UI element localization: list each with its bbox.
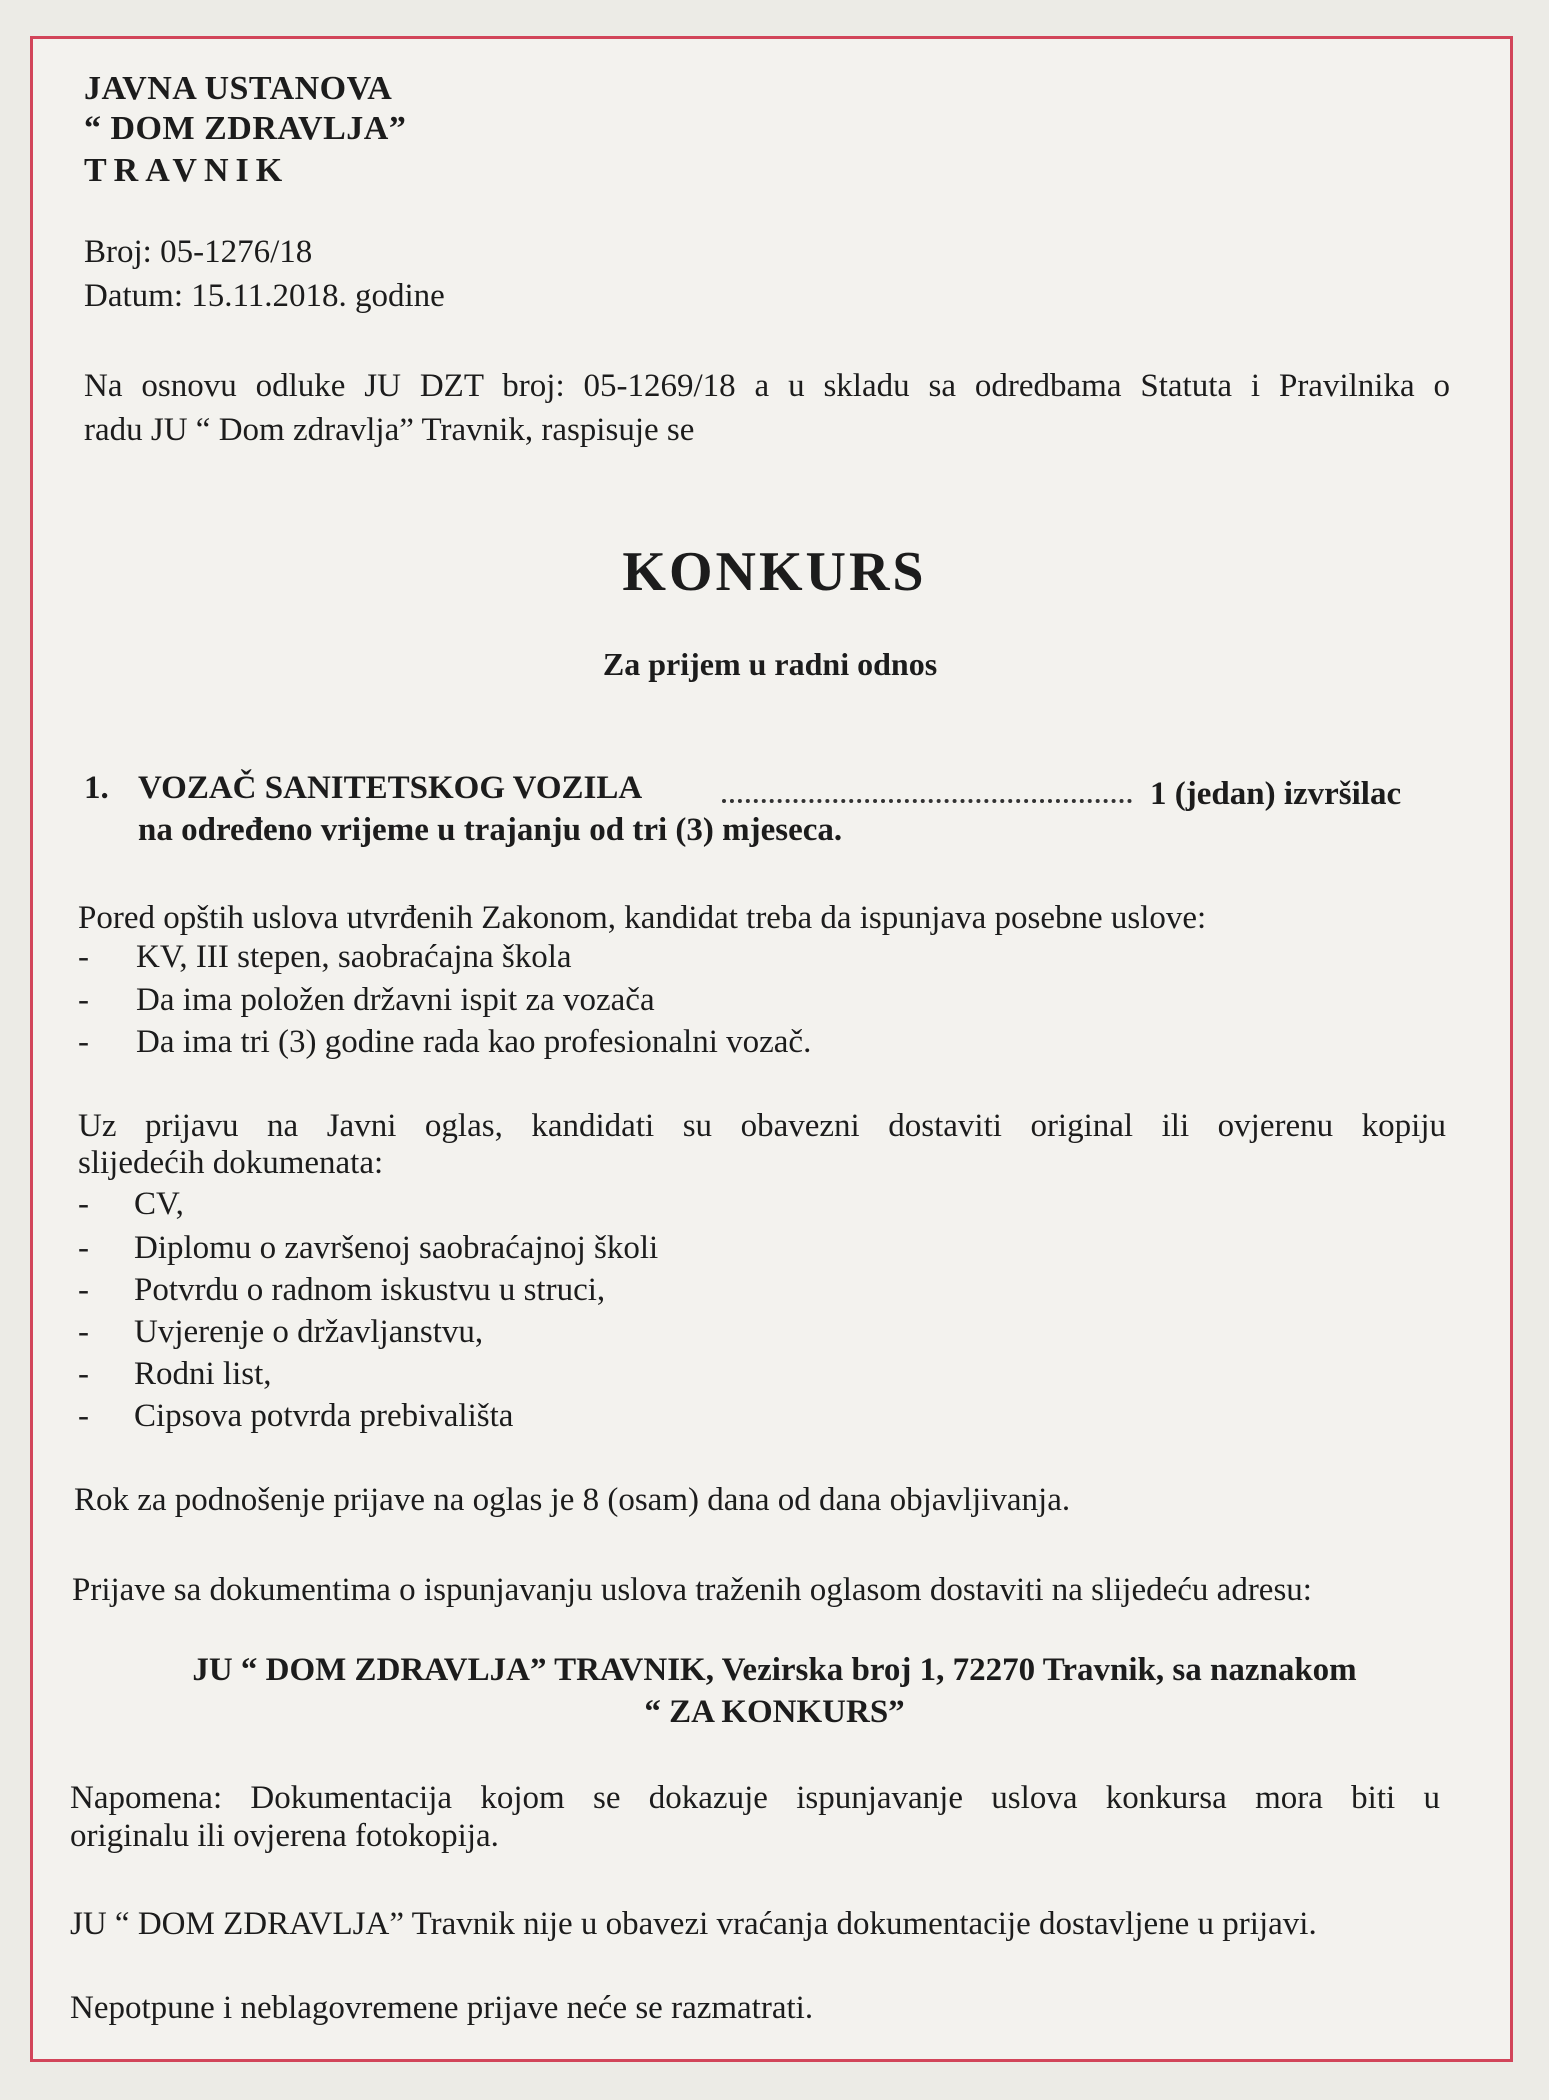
bullet-dash: -	[78, 1356, 89, 1392]
dotted-leader	[722, 799, 1132, 803]
position-duration: na određeno vrijeme u trajanju od tri (3) mjeseca.	[138, 812, 843, 848]
institution-subname: “ DOM ZDRAVLJA”	[84, 110, 407, 147]
documents-intro-line-2: slijedećih dokumenata:	[78, 1145, 384, 1181]
note-line-1: Napomena: Dokumentacija kojom se dokazuje ispunjavanje uslova konkursa mora biti u	[70, 1780, 1440, 1816]
document-date: Datum: 15.11.2018. godine	[84, 278, 445, 314]
document-item: CV,	[134, 1186, 184, 1222]
documents-intro-line-1: Uz prijavu na Javni oglas, kandidati su obavezni dostaviti original ili ovjerenu kopiju	[78, 1108, 1446, 1144]
page-subtitle: Za prijem u radni odnos	[602, 646, 938, 682]
bullet-dash: -	[78, 1398, 89, 1434]
institution-city: TRAVNIK	[84, 152, 290, 189]
address-intro: Prijave sa dokumentima o ispunjavanju uslova traženih oglasom dostaviti na slijedeću adresu:	[72, 1572, 1312, 1608]
document-item: Diplomu o završenoj saobraćajnoj školi	[134, 1230, 659, 1266]
requirements-intro: Pored opštih uslova utvrđenih Zakonom, kandidat treba da ispunjava posebne uslove:	[78, 900, 1207, 936]
bullet-dash: -	[78, 1314, 89, 1350]
incomplete-applications-notice: Nepotpune i neblagovremene prijave neće se razmatrati.	[70, 1990, 814, 2026]
document-item: Cipsova potvrda prebivališta	[134, 1398, 514, 1434]
bullet-dash: -	[78, 1230, 89, 1266]
address-line-1: JU “ DOM ZDRAVLJA” TRAVNIK, Vezirska broj 1, 72270 Travnik, sa naznakom	[192, 1652, 1357, 1688]
position-count: 1 (jedan) izvršilac	[1150, 776, 1402, 812]
requirement-item: KV, III stepen, saobraćajna škola	[136, 939, 572, 975]
position-number: 1.	[84, 770, 109, 806]
position-name: VOZAČ SANITETSKOG VOZILA	[138, 770, 643, 806]
deadline-text: Rok za podnošenje prijave na oglas je 8 (osam) dana od dana objavljivanja.	[74, 1482, 1071, 1518]
address-line-2: “ ZA KONKURS”	[644, 1694, 905, 1730]
document-item: Potvrdu o radnom iskustvu u struci,	[134, 1272, 606, 1308]
intro-line-2: radu JU “ Dom zdravlja” Travnik, raspisuje se	[84, 412, 695, 448]
intro-line-1: Na osnovu odluke JU DZT broj: 05-1269/18 a u skladu sa odredbama Statuta i Pravilnika o	[84, 368, 1450, 404]
requirement-item: Da ima tri (3) godine rada kao profesionalni vozač.	[136, 1024, 812, 1060]
bullet-dash: -	[78, 1186, 89, 1222]
institution-name: JAVNA USTANOVA	[84, 70, 393, 107]
no-return-notice: JU “ DOM ZDRAVLJA” Travnik nije u obavezi vraćanja dokumentacije dostavljene u prijavi.	[70, 1906, 1317, 1942]
note-line-2: originalu ili ovjerena fotokopija.	[70, 1818, 499, 1854]
document-item: Uvjerenje o državljanstvu,	[134, 1314, 484, 1350]
bullet-dash: -	[78, 1024, 89, 1060]
requirement-item: Da ima položen državni ispit za vozača	[136, 982, 655, 1018]
bullet-dash: -	[78, 939, 89, 975]
page-title: KONKURS	[622, 541, 927, 603]
bullet-dash: -	[78, 982, 89, 1018]
document-item: Rodni list,	[134, 1356, 272, 1392]
bullet-dash: -	[78, 1272, 89, 1308]
document-number: Broj: 05-1276/18	[84, 234, 313, 270]
